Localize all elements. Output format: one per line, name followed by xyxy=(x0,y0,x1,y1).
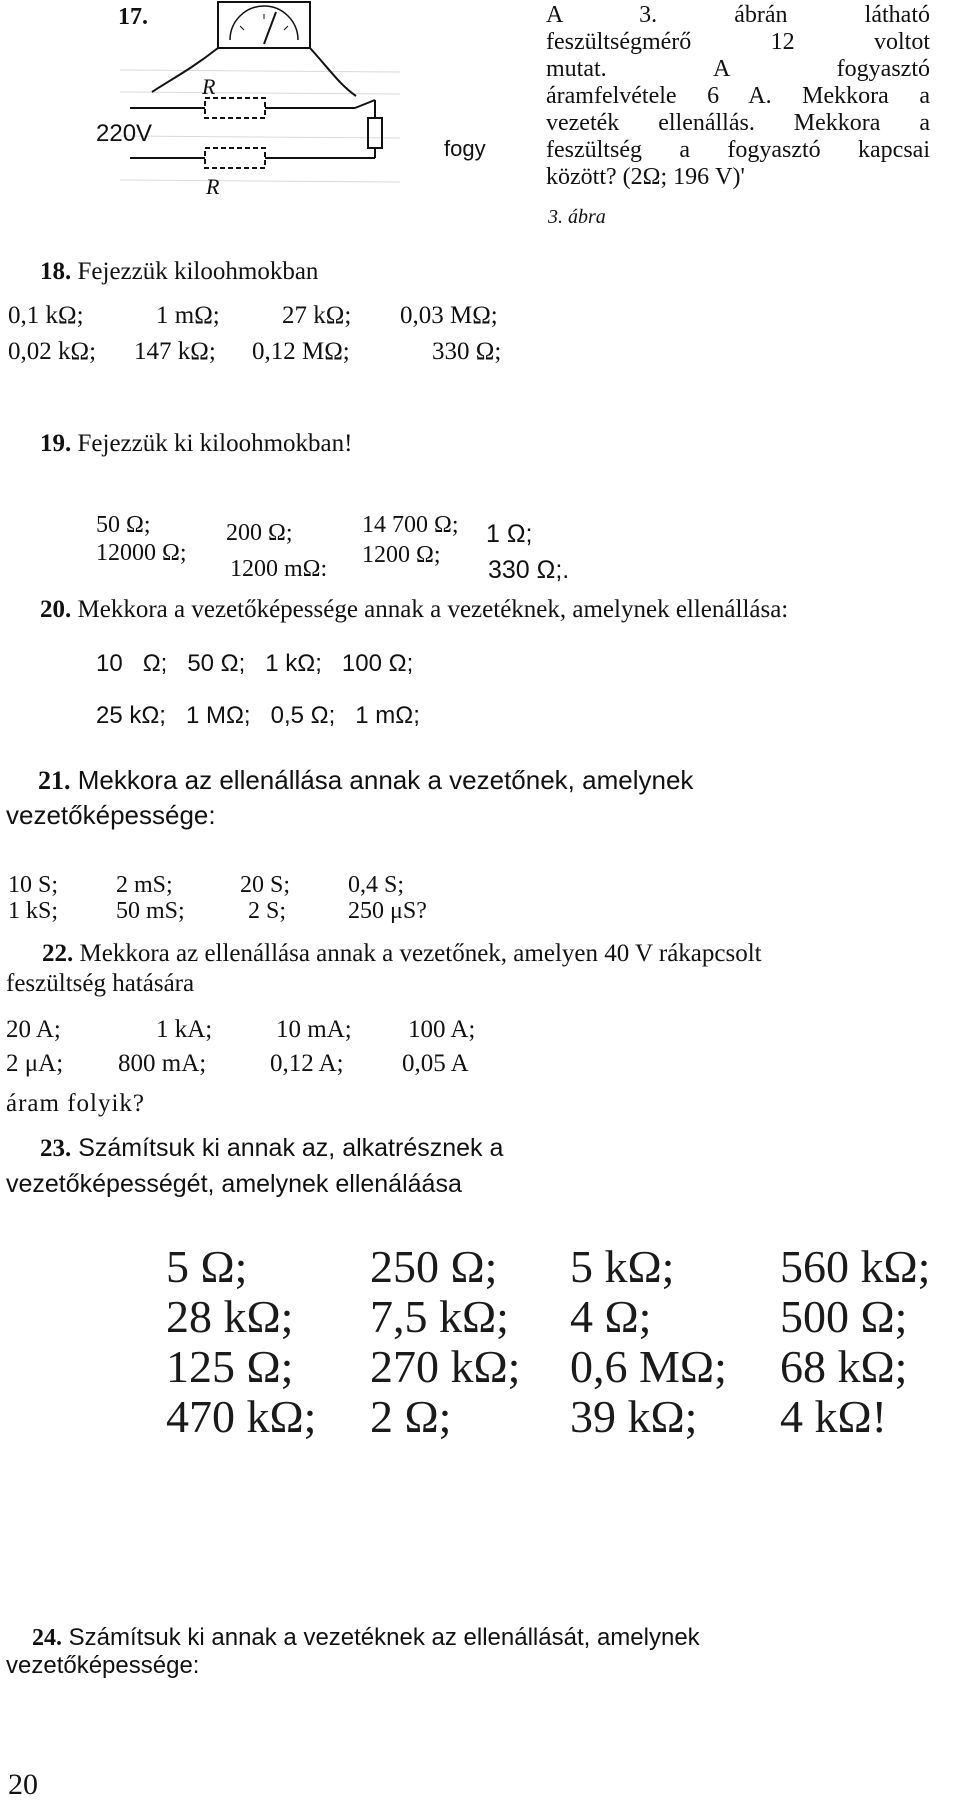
value-item: 20 A; xyxy=(6,1016,61,1043)
value-item: 1 kS; xyxy=(8,898,59,924)
value-item: 2 S; xyxy=(248,898,287,924)
value-item: 5 Ω; xyxy=(166,1241,248,1292)
value-item: 10 mA; xyxy=(276,1016,352,1043)
voltmeter-icon xyxy=(218,2,310,48)
problem-17-text: A 3. ábrán látható feszültségmérő 12 voltot mutat. A fogyasztó áramfelvétele 6 A. Mekkora a vezeték ellenállás. Mekkora a feszültség a fogyasztó kapcsai között? (2Ω; 196 V)' xyxy=(546,2,930,190)
value-item: 20 S; xyxy=(240,872,291,898)
value-item: 270 kΩ; xyxy=(370,1341,521,1392)
value-item: 500 Ω; xyxy=(780,1291,908,1342)
problem-22-number: 22. xyxy=(42,940,74,967)
value-item: 1 mΩ; xyxy=(156,302,220,329)
value-item: 14 700 Ω; xyxy=(362,512,459,538)
value-item: 2 mS; xyxy=(116,872,173,898)
load-label: fogy xyxy=(444,136,486,161)
problem-20-values-row1: 10 Ω; 50 Ω; 1 kΩ; 100 Ω; xyxy=(96,650,414,677)
value-item: 39 kΩ; xyxy=(570,1391,698,1442)
problem-19-number: 19. xyxy=(40,430,72,457)
value-item: 0,02 kΩ; xyxy=(8,338,97,365)
value-item: 330 Ω; xyxy=(432,338,502,365)
value-item: 0,12 MΩ; xyxy=(252,338,350,365)
value-item: 0,12 A; xyxy=(270,1050,344,1077)
value-item: 1 kA; xyxy=(156,1016,213,1043)
page-number: 20 xyxy=(8,1768,38,1801)
value-item: 0,1 kΩ; xyxy=(8,302,84,329)
value-item: 250 Ω; xyxy=(370,1241,498,1292)
value-item: 4 kΩ! xyxy=(780,1391,888,1442)
value-item: 10 S; xyxy=(8,872,59,898)
value-item: 2 Ω; xyxy=(370,1391,452,1442)
problem-20-title: 20. Mekkora a vezetőképessége annak a vezetéknek, amelynek ellenállása: xyxy=(40,596,789,623)
value-item: 27 kΩ; xyxy=(282,302,352,329)
value-item: 12000 Ω; xyxy=(96,540,187,566)
problem-22-tail: áram folyik? xyxy=(6,1090,146,1117)
value-item: 330 Ω;. xyxy=(488,556,570,584)
figure-caption: 3. ábra xyxy=(548,206,606,228)
value-item: 50 Ω; xyxy=(96,512,151,538)
problem-18-title: 18. Fejezzük kiloohmokban xyxy=(40,258,319,285)
value-item: 100 A; xyxy=(408,1016,476,1043)
value-item: 470 kΩ; xyxy=(166,1391,317,1442)
value-item: 0,4 S; xyxy=(348,872,405,898)
problem-23-title-line2: vezetőképességét, amelynek ellenáláása xyxy=(6,1170,462,1198)
problem-19-title: 19. Fejezzük ki kiloohmokban! xyxy=(40,430,353,457)
value-item: 68 kΩ; xyxy=(780,1341,908,1392)
value-item: 0,05 A xyxy=(402,1050,469,1077)
value-item: 250 μS? xyxy=(348,898,427,924)
value-item: 125 Ω; xyxy=(166,1341,294,1392)
load-resistor-icon xyxy=(368,118,382,148)
value-item: 1200 Ω; xyxy=(362,542,441,568)
value-item: 1 Ω; xyxy=(486,520,533,548)
resistor-top-label: R xyxy=(202,74,216,99)
problem-23-number: 23. xyxy=(40,1135,72,1162)
value-item: 5 kΩ; xyxy=(570,1241,675,1292)
problem-21-number: 21. xyxy=(38,766,71,795)
problem-18-number: 18. xyxy=(40,258,72,285)
value-item: 1200 mΩ: xyxy=(230,556,328,582)
value-item: 50 mS; xyxy=(116,898,185,924)
problem-17-number: 17. xyxy=(118,4,148,30)
problem-22-title-line2: feszültség hatására xyxy=(6,970,195,997)
circuit-diagram-figure xyxy=(100,0,460,215)
value-item: 2 μA; xyxy=(6,1050,64,1077)
problem-20-number: 20. xyxy=(40,596,72,623)
value-item: 800 mA; xyxy=(118,1050,207,1077)
resistor-top-icon xyxy=(205,98,265,118)
problem-24-number: 24. xyxy=(32,1625,62,1651)
value-item: 147 kΩ; xyxy=(134,338,216,365)
problem-21-title-line2: vezetőképessége: xyxy=(6,800,216,830)
voltage-label: 220V xyxy=(96,120,153,147)
value-item: 560 kΩ; xyxy=(780,1241,931,1292)
value-item: 0,6 MΩ; xyxy=(570,1341,727,1392)
problem-24-title-line2: vezetőképessége: xyxy=(6,1652,200,1679)
resistor-bottom-icon xyxy=(205,148,265,168)
problem-23-title: 23. Számítsuk ki annak az, alkatrésznek a xyxy=(40,1134,504,1162)
problem-21-title: 21. Mekkora az ellenállása annak a vezetőnek, amelynek xyxy=(38,765,694,795)
problem-20-values-row2: 25 kΩ; 1 MΩ; 0,5 Ω; 1 mΩ; xyxy=(96,702,420,729)
value-item: 7,5 kΩ; xyxy=(370,1291,509,1342)
problem-22-title: 22. Mekkora az ellenállása annak a vezetőnek, amelyen 40 V rákapcsolt xyxy=(42,940,762,967)
problem-24-title: 24. Számítsuk ki annak a vezetéknek az ellenállását, amelynek xyxy=(32,1624,700,1651)
value-item: 200 Ω; xyxy=(226,520,293,546)
value-item: 4 Ω; xyxy=(570,1291,652,1342)
value-item: 0,03 MΩ; xyxy=(400,302,498,329)
value-item: 28 kΩ; xyxy=(166,1291,294,1342)
resistor-bottom-label: R xyxy=(206,174,220,199)
